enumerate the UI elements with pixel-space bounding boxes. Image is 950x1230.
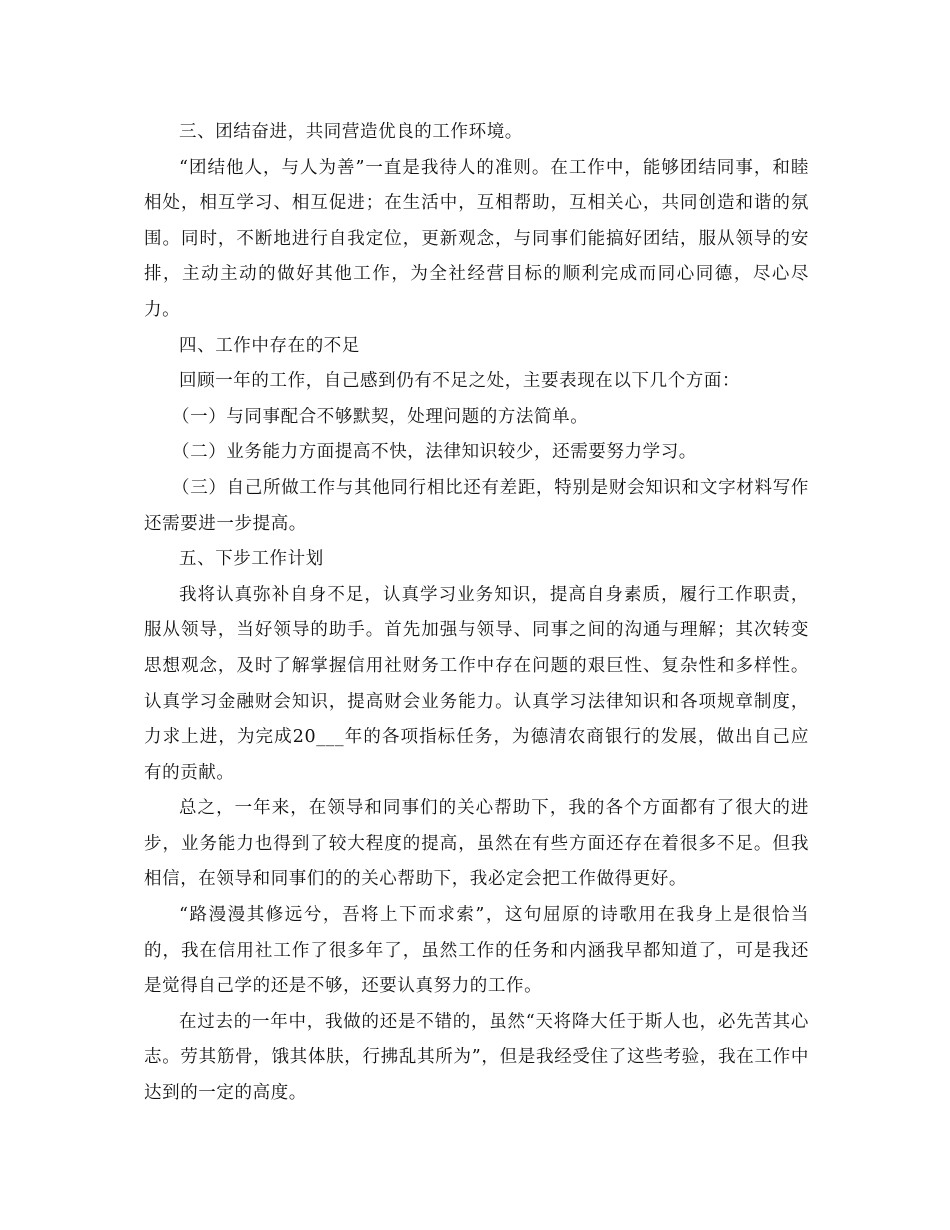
list-item: （二）业务能力方面提高不快，法律知识较少，还需要努力学习。 bbox=[172, 442, 697, 463]
body-paragraph: 总之，一年来，在领导和同事们的关心帮助下，我的各个方面都有了很大的进步，业务能力也得到了较大程度的提高，虽然在有些方面还存在着很多不足。但我相信，在领导和同事们的的关心帮助下，我必定会把工作做得更好。 bbox=[144, 798, 809, 890]
list-item: （一）与同事配合不够默契，处理问题的方法简单。 bbox=[172, 406, 589, 427]
body-paragraph: “路漫漫其修远兮，吾将上下而求索”，这句屈原的诗歌用在我身上是很恰当的，我在信用社工作了很多年了，虽然工作的任务和内涵我早都知道了，可是我还是觉得自己学的还是不够，还要认真努力的工作。 bbox=[144, 905, 809, 997]
body-paragraph: 在过去的一年中，我做的还是不错的，虽然“天将降大任于斯人也，必先苦其心志。劳其筋骨，饿其体肤，行拂乱其所为”，但是我经受住了这些考验，我在工作中达到的一定的高度。 bbox=[144, 1011, 809, 1104]
body-paragraph: “团结他人，与人为善”一直是我待人的准则。在工作中，能够团结同事，和睦相处，相互学习、相互促进；在生活中，互相帮助，互相关心，共同创造和谐的氛围。同时，不断地进行自我定位，更新观念，与同事们能搞好团结，服从领导的安排，主动主动的做好其他工作，为全社经营目标的顺利完成而同心同德，尽心尽力。 bbox=[144, 157, 809, 320]
list-item: （三）自己所做工作与其他同行相比还有差距，特别是财会知识和文字材料写作还需要进一步提高。 bbox=[144, 477, 809, 534]
section-heading-3: 三、团结奋进，共同营造优良的工作环境。 bbox=[179, 122, 523, 142]
section-heading-5: 五、下步工作计划 bbox=[179, 549, 324, 570]
body-paragraph: 回顾一年的工作，自己感到仍有不足之处，主要表现在以下几个方面： bbox=[179, 371, 741, 392]
document-body bbox=[144, 115, 809, 1112]
body-paragraph: 我将认真弥补自身不足，认真学习业务知识，提高自身素质，履行工作职责，服从领导，当好领导的助手。首先加强与领导、同事之间的沟通与理解；其次转变思想观念，及时了解掌握信用社财务工作中存在问题的艰巨性、复杂性和多样性。认真学习金融财会知识，提高财会业务能力。认真学习法律知识和各项规章制度，力求上进，为完成20___年的各项指标任务，为德清农商银行的发展，做出自己应有的贡献。 bbox=[144, 584, 809, 783]
section-heading-4: 四、工作中存在的不足 bbox=[179, 335, 360, 356]
